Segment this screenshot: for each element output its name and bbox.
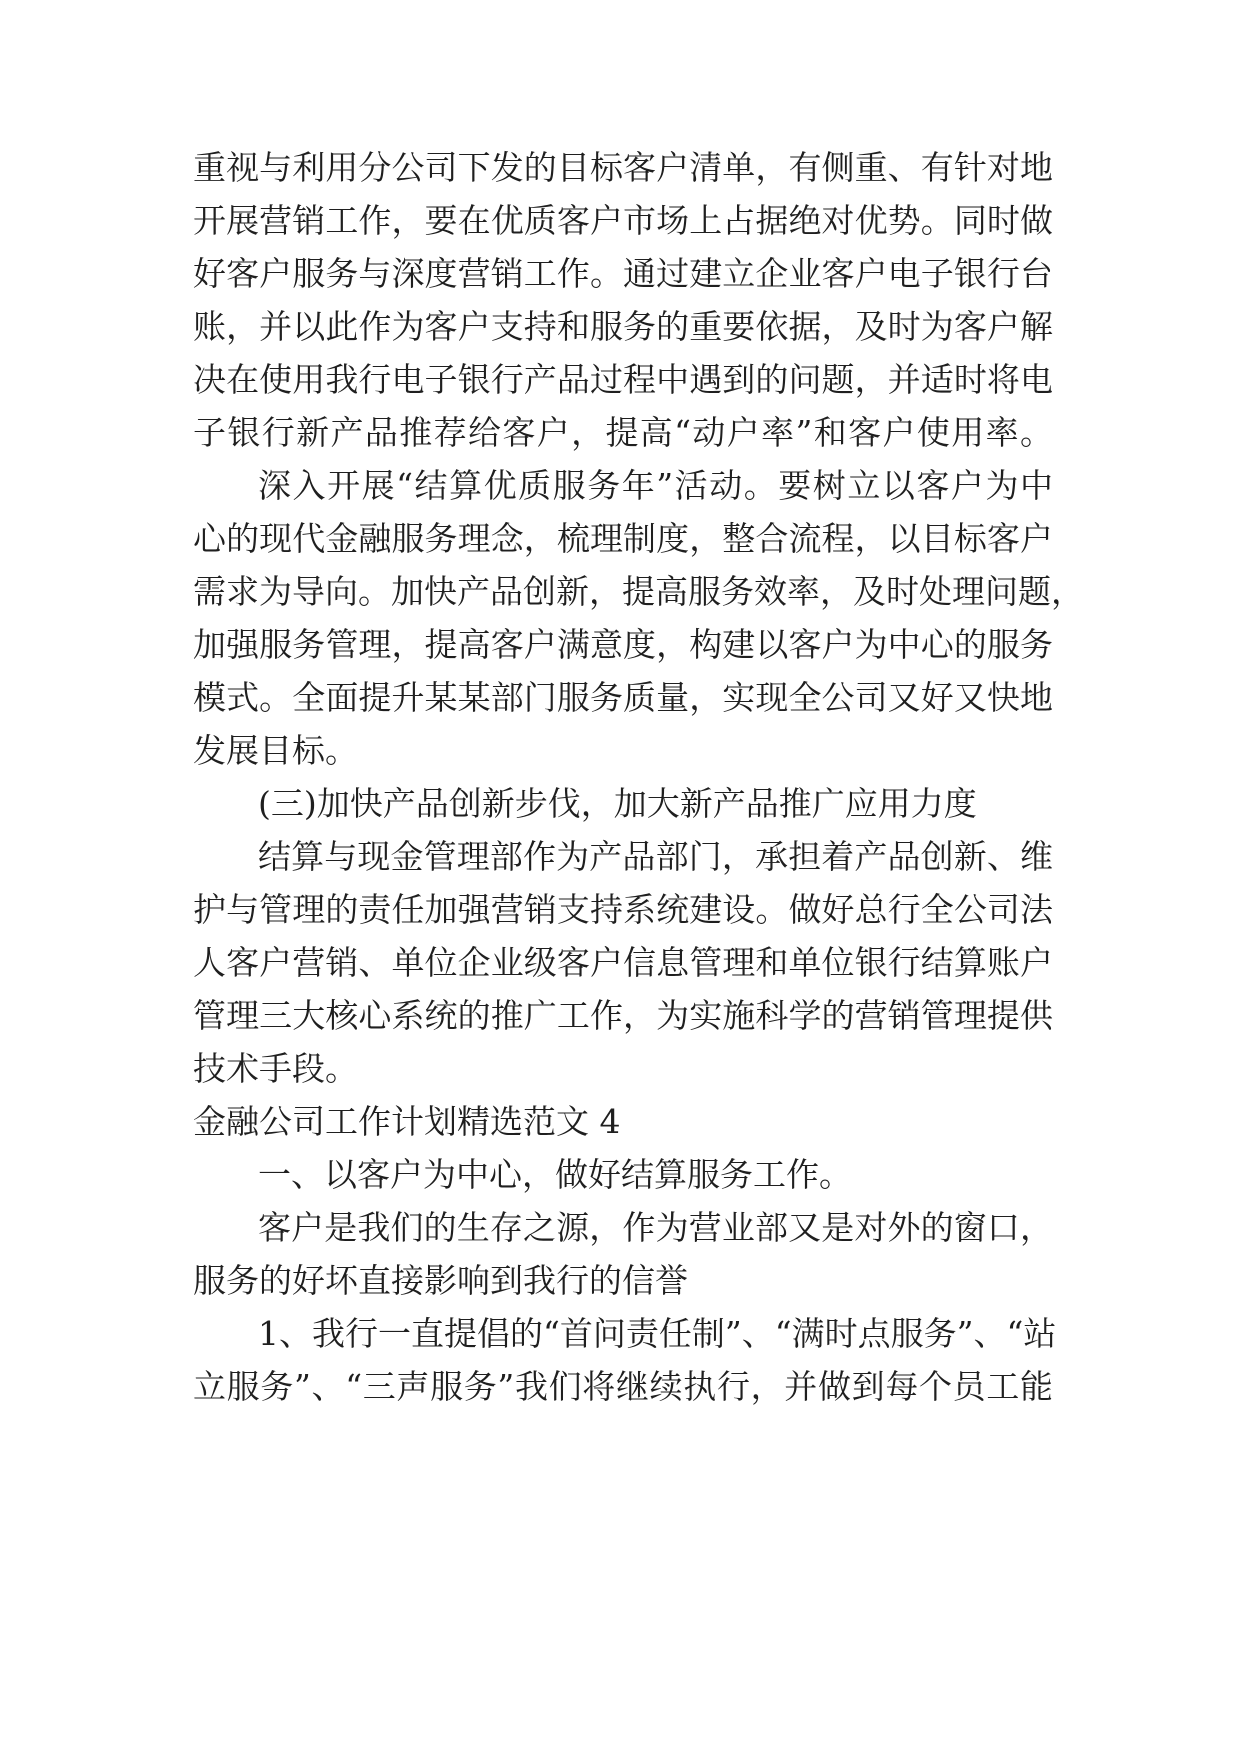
text-line: 需求为导向。加快产品创新，提高服务效率，及时处理问题，: [193, 572, 1084, 611]
section-heading: (三)加快产品创新步伐，加大新产品推广应用力度: [258, 784, 977, 823]
text-line: 技术手段。: [193, 1049, 358, 1088]
text-line: 发展目标。: [193, 731, 358, 770]
text-line: 人客户营销、单位企业级客户信息管理和单位银行结算账户: [193, 943, 1053, 982]
document-heading: 金融公司工作计划精选范文 4: [193, 1102, 621, 1141]
text-line: 服务的好坏直接影响到我行的信誉: [193, 1261, 688, 1300]
text-line: 好客户服务与深度营销工作。通过建立企业客户电子银行台: [193, 254, 1053, 293]
text-line: 管理三大核心系统的推广工作，为实施科学的营销管理提供: [193, 996, 1053, 1035]
text-line: 子银行新产品推荐给客户，提高“动户率”和客户使用率。: [193, 413, 1053, 452]
text-line: 重视与利用分公司下发的目标客户清单，有侧重、有针对地: [193, 148, 1053, 187]
section-heading: 一、以客户为中心，做好结算服务工作。: [258, 1155, 852, 1194]
text-line: 决在使用我行电子银行产品过程中遇到的问题，并适时将电: [193, 360, 1053, 399]
paragraph-first-line: 结算与现金管理部作为产品部门，承担着产品创新、维: [258, 837, 1053, 876]
text-line: 心的现代金融服务理念，梳理制度，整合流程，以目标客户: [193, 519, 1053, 558]
text-line: 加强服务管理，提高客户满意度，构建以客户为中心的服务: [193, 625, 1053, 664]
paragraph-first-line: 深入开展“结算优质服务年”活动。要树立以客户为中: [258, 466, 1053, 505]
text-line: 护与管理的责任加强营销支持系统建设。做好总行全公司法: [193, 890, 1053, 929]
text-line: 账，并以此作为客户支持和服务的重要依据，及时为客户解: [193, 307, 1053, 346]
text-line: 模式。全面提升某某部门服务质量，实现全公司又好又快地: [193, 678, 1053, 717]
text-line: 立服务”、“三声服务”我们将继续执行，并做到每个员工能: [193, 1367, 1053, 1406]
text-line: 开展营销工作，要在优质客户市场上占据绝对优势。同时做: [193, 201, 1053, 240]
paragraph-first-line: 客户是我们的生存之源，作为营业部又是对外的窗口，: [258, 1208, 1053, 1247]
paragraph-first-line: 1、我行一直提倡的“首问责任制”、“满时点服务”、“站: [258, 1314, 1057, 1353]
